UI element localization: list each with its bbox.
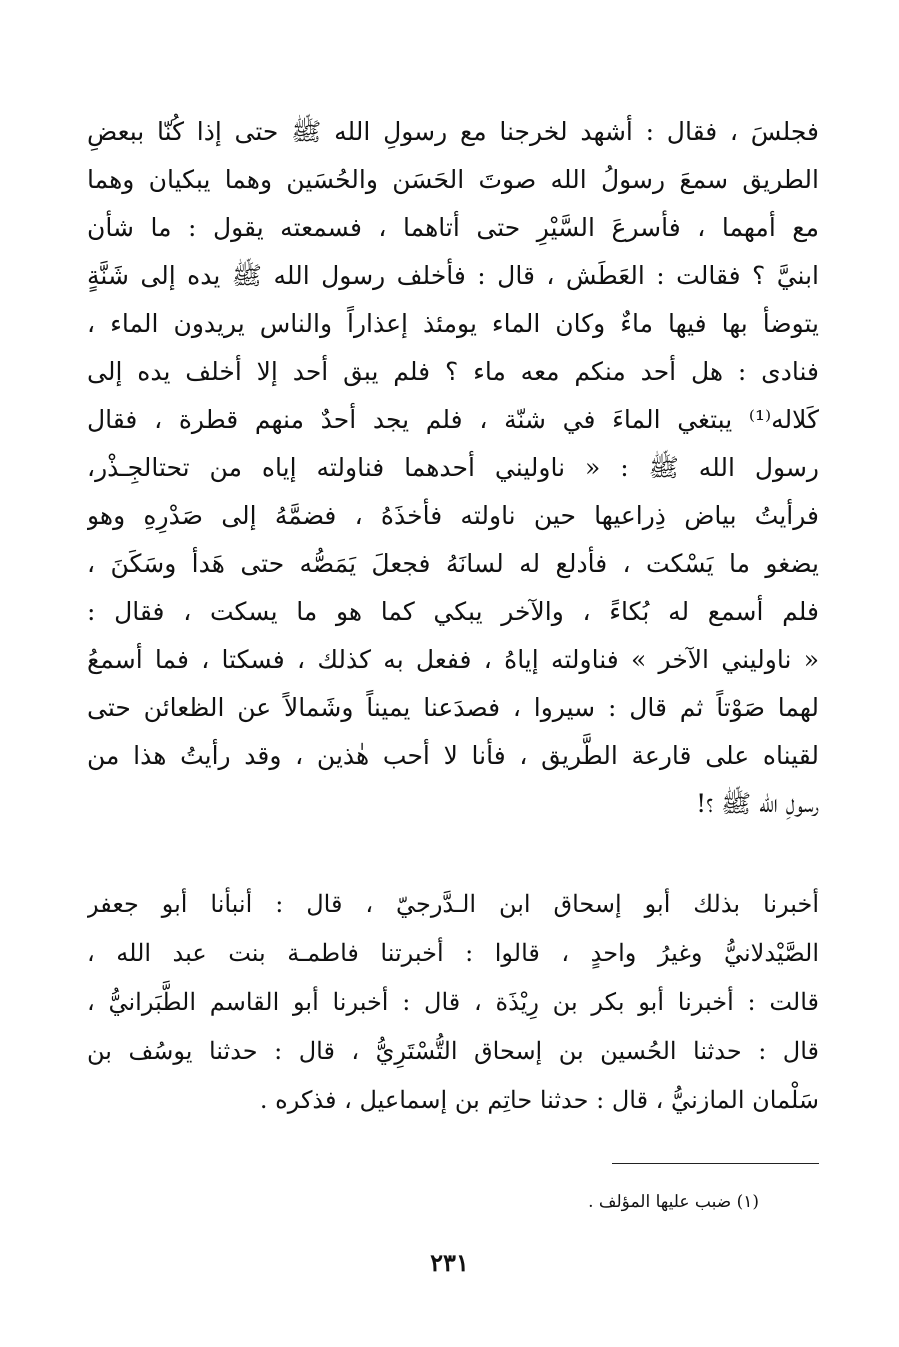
text-line: سَلْمان المازنيُّ ، قال : حدثنا حاتِم بن إسماعيل ، فذكره . (259, 1086, 819, 1114)
text-line: قال : حدثنا الحُسين بن إسحاق التُّسْتَرِيُّ ، قال : حدثنا يوسُف بن (87, 1037, 819, 1065)
text-line: « ناوليني الآخر » فناولته إياهُ ، ففعل به كذلك ، فسكتا ، فما أسمعُ (87, 645, 819, 674)
text-line: لقيناه على قارعة الطَّريق ، فأنا لا أحب هٰذين ، وقد رأيتُ هذا من (87, 741, 819, 770)
isnad-paragraph (87, 880, 819, 1125)
footnote-separator (612, 1163, 819, 1164)
text-line: رسول الله ﷺ : « ناوليني أحدهما فناولته إياه من تحتالجِـذْر، (87, 453, 819, 482)
main-paragraph (87, 108, 819, 828)
text-line: رسولِ الله ﷺ ؟! (696, 789, 819, 818)
text-line: الطريق سمعَ رسولُ الله صوتَ الحَسَن والحُسَين وهما يبكيان وهما (87, 165, 819, 194)
text-line: فلم أسمع له بُكاءً ، والآخر يبكي كما هو ما يسكت ، فقال : (87, 597, 819, 626)
text-line: أخبرنا بذلك أبو إسحاق ابن الـدَّرجيّ ، قال : أنبأنا أبو جعفر (87, 890, 819, 918)
text-line: مع أمهما ، فأسرعَ السَّيْرِ حتى أتاهما ، فسمعته يقول : ما شأن (87, 213, 819, 242)
page-number: ٢٣١ (430, 1248, 469, 1277)
text-line: فجلسَ ، فقال : أشهد لخرجنا مع رسولِ الله ﷺ حتى إذا كُنّا ببعضِ (87, 117, 819, 146)
text-line: لهما صَوْتاً ثم قال : سيروا ، فصدَعنا يميناً وشَمالاً عن الظعائن حتى (87, 693, 819, 722)
text-line: يتوضأ بها فيها ماءٌ وكان الماء يومئذ إعذاراً والناس يريدون الماء ، (87, 309, 819, 338)
text-line: الصَّيْدلانيُّ وغيرُ واحدٍ ، قالوا : أخبرتنا فاطمـة بنت عبد الله ، (87, 939, 819, 967)
text-line: فنادى : هل أحد منكم معه ماء ؟ فلم يبق أحد إلا أخلف يده إلى (87, 357, 819, 386)
footnote: (١) ضبب عليها المؤلف . (588, 1192, 759, 1212)
text-line: قالت : أخبرنا أبو بكر بن رِيْذَة ، قال : أخبرنا أبو القاسم الطَّبَرانيُّ ، (87, 988, 819, 1016)
text-line: فرأيتُ بياض ذِراعيها حين ناولته فأخذَهُ ، فضمَّهُ إلى صَدْرِهِ وهو (87, 501, 819, 530)
text-line: يضغو ما يَسْكت ، فأدلع له لسانَهُ فجعلَ يَمَصُّه حتى هَدأ وسَكَنَ ، (87, 549, 819, 578)
text-line: ابنيَّ ؟ فقالت : العَطَش ، قال : فأخلف رسول الله ﷺ يده إلى شَنَّةٍ (87, 261, 819, 290)
text-line: كَلاله⁽¹⁾ يبتغي الماءَ في شنّة ، فلم يجد أحدٌ منهم قطرة ، فقال (87, 405, 819, 434)
